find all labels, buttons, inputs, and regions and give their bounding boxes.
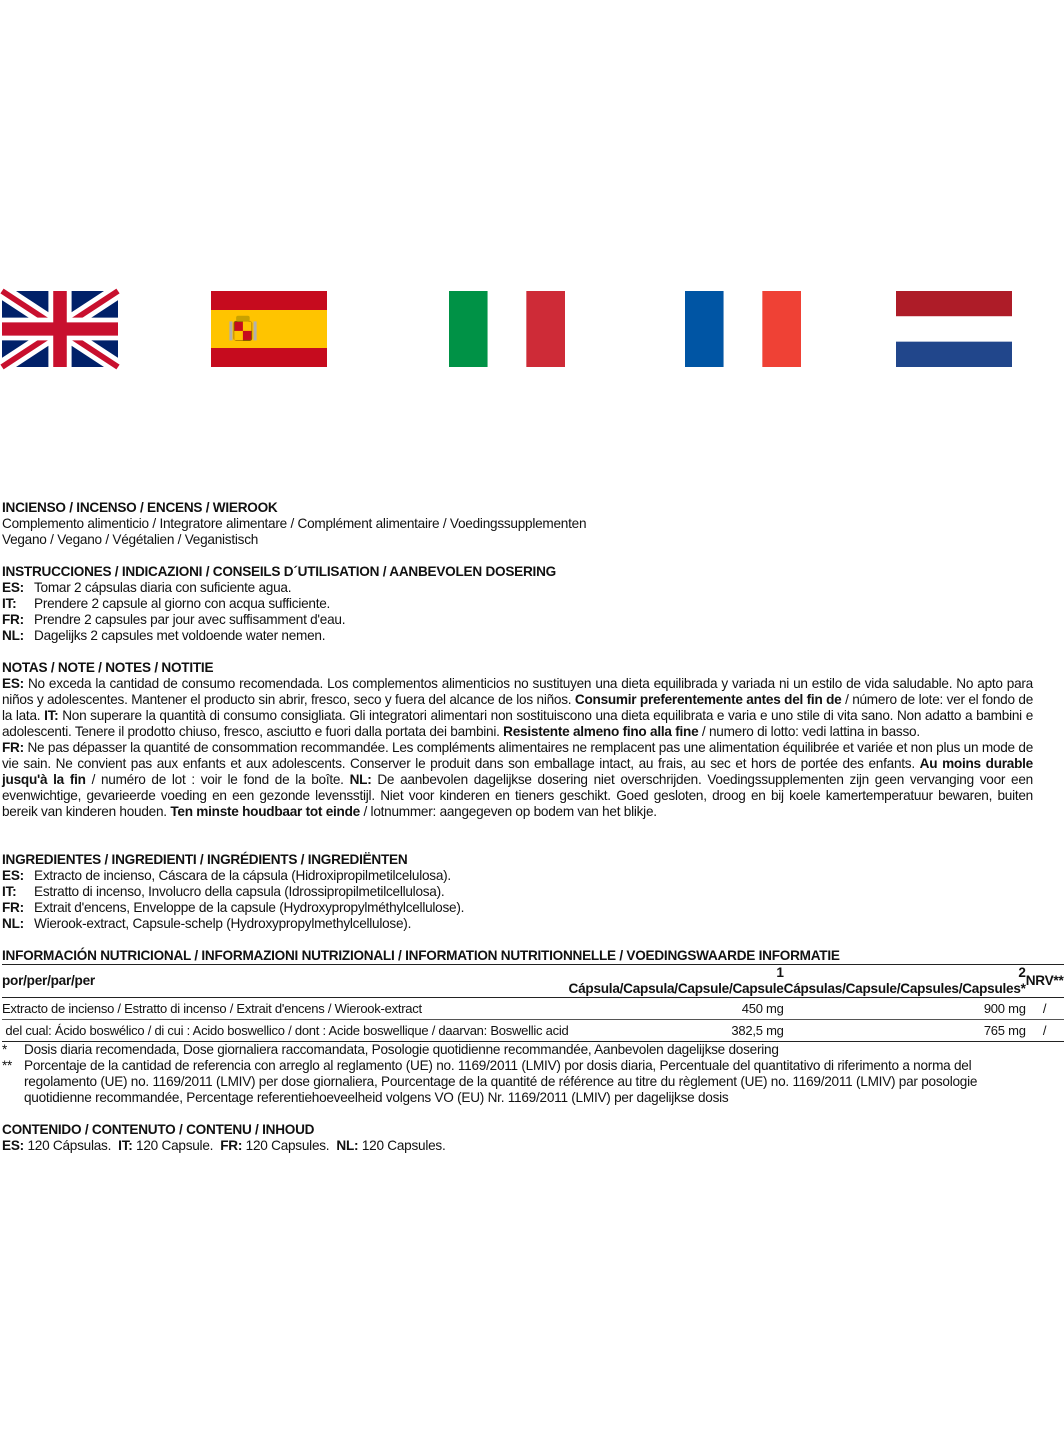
instructions-heading: INSTRUCCIONES / INDICAZIONI / CONSEILS D´UTILISATION / AANBEVOLEN DOSERING [2, 564, 556, 579]
footnote: * Dosis diaria recomendada, Dose giornaliera raccomandata, Posologie quotidienne recommandée, Aanbevolen dagelijkse dosering [2, 1042, 779, 1057]
table-row [2, 998, 1064, 1020]
netherlands-flag-icon [896, 291, 1012, 367]
instruction-line-it: IT: Prendere 2 capsule al giorno con acqua sufficiente. [2, 596, 331, 611]
label-text [2, 500, 1064, 1154]
contents-heading: CONTENIDO / CONTENUTO / CONTENU / INHOUD [2, 1122, 315, 1137]
uk-flag-icon [2, 291, 118, 367]
nutrition-heading: INFORMACIÓN NUTRICIONAL / INFORMAZIONI NUTRIZIONALI / INFORMATION NUTRITIONNELLE / VOEDINGSWAARDE INFORMATIE [2, 948, 840, 963]
notes-paragraph: ES: No exceda la cantidad de consumo recomendada. Los complementos alimenticios no sustituyen una dieta equilibrada y variada ni un estilo de vida saludable. No apto para niños y adolescentes. Mantener el producto sin abrir, fresco, seco y fuera del alcance de los niños. Consumir preferentemente antes del fin de / número de lote: ver el fondo de la lata. IT: Non superare la quantità di consumo consigliata. Gli integratori alimentari non sostituiscono una dieta equilibrata e varia e uno stile di vita sano. Non adatto a bambini e adolescenti. Tenere il prodotto chiuso, fresco, asciutto e fuori dalla portata dei bambini. Resistente almeno fino alla fine / numero di lotto: vedi lattina in basso. FR: Ne pas dépasser la quantité de consommation recommandée. Les compléments alimentaires ne remplacent pas une alimentation équilibrée et variée et non plus un mode de vie sain. Ne convient pas aux enfants et aux adolescents. Conserver le produit dans son emballage intact, au frais, au sec et hors de portée des enfants. Au moins durable jusqu'à la fin / numéro de lot : voir le fond de la boîte. NL: De aanbevolen dagelijkse dosering niet overschrijden. Voedingssupplementen zijn geen vervanging voor een evenwichtige, gevarieerde voeding en een gezonde levensstijl. Niet voor kinderen en tieners geschikt. Goed gesloten, droog en bij koele kamertemperatuur bewaren, buiten bereik van kinderen houden. Ten minste houdbaar tot einde / lotnummer: aangegeven op bodem van het blikje. [2, 676, 1034, 819]
table-cell: / [1026, 998, 1064, 1020]
table-row [2, 1020, 1064, 1042]
table-cell: del cual: Ácido boswélico / di cui : Acido boswellico / dont : Acide boswellique / daarvan: Boswellic acid [2, 1020, 569, 1042]
table-cell: 765 mg [784, 1020, 1026, 1042]
ingredient-line-es: ES: Extracto de incienso, Cáscara de la cápsula (Hidroxipropilmetilcelulosa). [2, 868, 451, 883]
instruction-line-fr: FR: Prendre 2 capsules par jour avec suffisamment d'eau. [2, 612, 346, 627]
column-header: 1 Cápsula/Capsula/Capsule/Capsule [568, 965, 784, 996]
spain-flag-icon [211, 291, 327, 367]
table-cell: 382,5 mg [569, 1020, 784, 1042]
ingredient-line-fr: FR: Extrait d'encens, Enveloppe de la capsule (Hydroxypropylméthylcellulose). [2, 900, 465, 915]
ingredient-line-nl: NL: Wierook-extract, Capsule-schelp (Hydroxypropylmethylcellulose). [2, 916, 412, 931]
product-type: Complemento alimenticio / Integratore alimentare / Complément alimentaire / Voedingssupplementen [2, 516, 587, 531]
instruction-line-es: ES: Tomar 2 cápsulas diaria con suficiente agua. [2, 580, 292, 595]
product-title: INCIENSO / INCENSO / ENCENS / WIEROOK [2, 500, 278, 515]
ingredients-heading: INGREDIENTES / INGREDIENTI / INGRÉDIENTS / INGREDIËNTEN [2, 852, 408, 867]
column-header: por/per/par/per [2, 965, 569, 998]
nutrition-table [2, 964, 1064, 1042]
product-vegan: Vegano / Vegano / Végétalien / Veganistisch [2, 532, 259, 547]
table-cell: 900 mg [784, 998, 1026, 1020]
table-cell: Extracto de incienso / Estratto di incenso / Extrait d'encens / Wierook-extract [2, 998, 569, 1020]
column-header: 2 Cápsulas/Capsule/Capsules/Capsules* [783, 965, 1026, 996]
footnote: ** Porcentaje de la cantidad de referencia con arreglo al reglamento (UE) no. 1169/2011 (LMIV) por dosis diaria, Percentuale del quantitativo di riferimento a norma del regolamento (UE) no. 1169/2011 (LMIV) per dose giornaliera, Pourcentage de la quantité de référence au titre du règlement (UE) no. 1169/2011 (LMIV) par posologie quotidienne recommandée, Percentage referentiehoeveelheid volgens VO (EU) Nr. 1169/2011 (LMIV) per dagelijkse dosis [2, 1058, 978, 1105]
italy-flag-icon [449, 291, 565, 367]
instruction-line-nl: NL: Dagelijks 2 capsules met voldoende water nemen. [2, 628, 326, 643]
france-flag-icon [685, 291, 801, 367]
table-cell: 450 mg [569, 998, 784, 1020]
ingredient-line-it: IT: Estratto di incenso, Involucro della capsula (Idrossipropilmetilcellulosa). [2, 884, 445, 899]
contents-line: ES: 120 Cápsulas. IT: 120 Capsule. FR: 120 Capsules. NL: 120 Capsules. [2, 1138, 446, 1153]
table-header-row [2, 965, 1064, 998]
table-cell: / [1026, 1020, 1064, 1042]
notes-heading: NOTAS / NOTE / NOTES / NOTITIE [2, 660, 214, 675]
column-header: NRV** [1026, 965, 1064, 998]
